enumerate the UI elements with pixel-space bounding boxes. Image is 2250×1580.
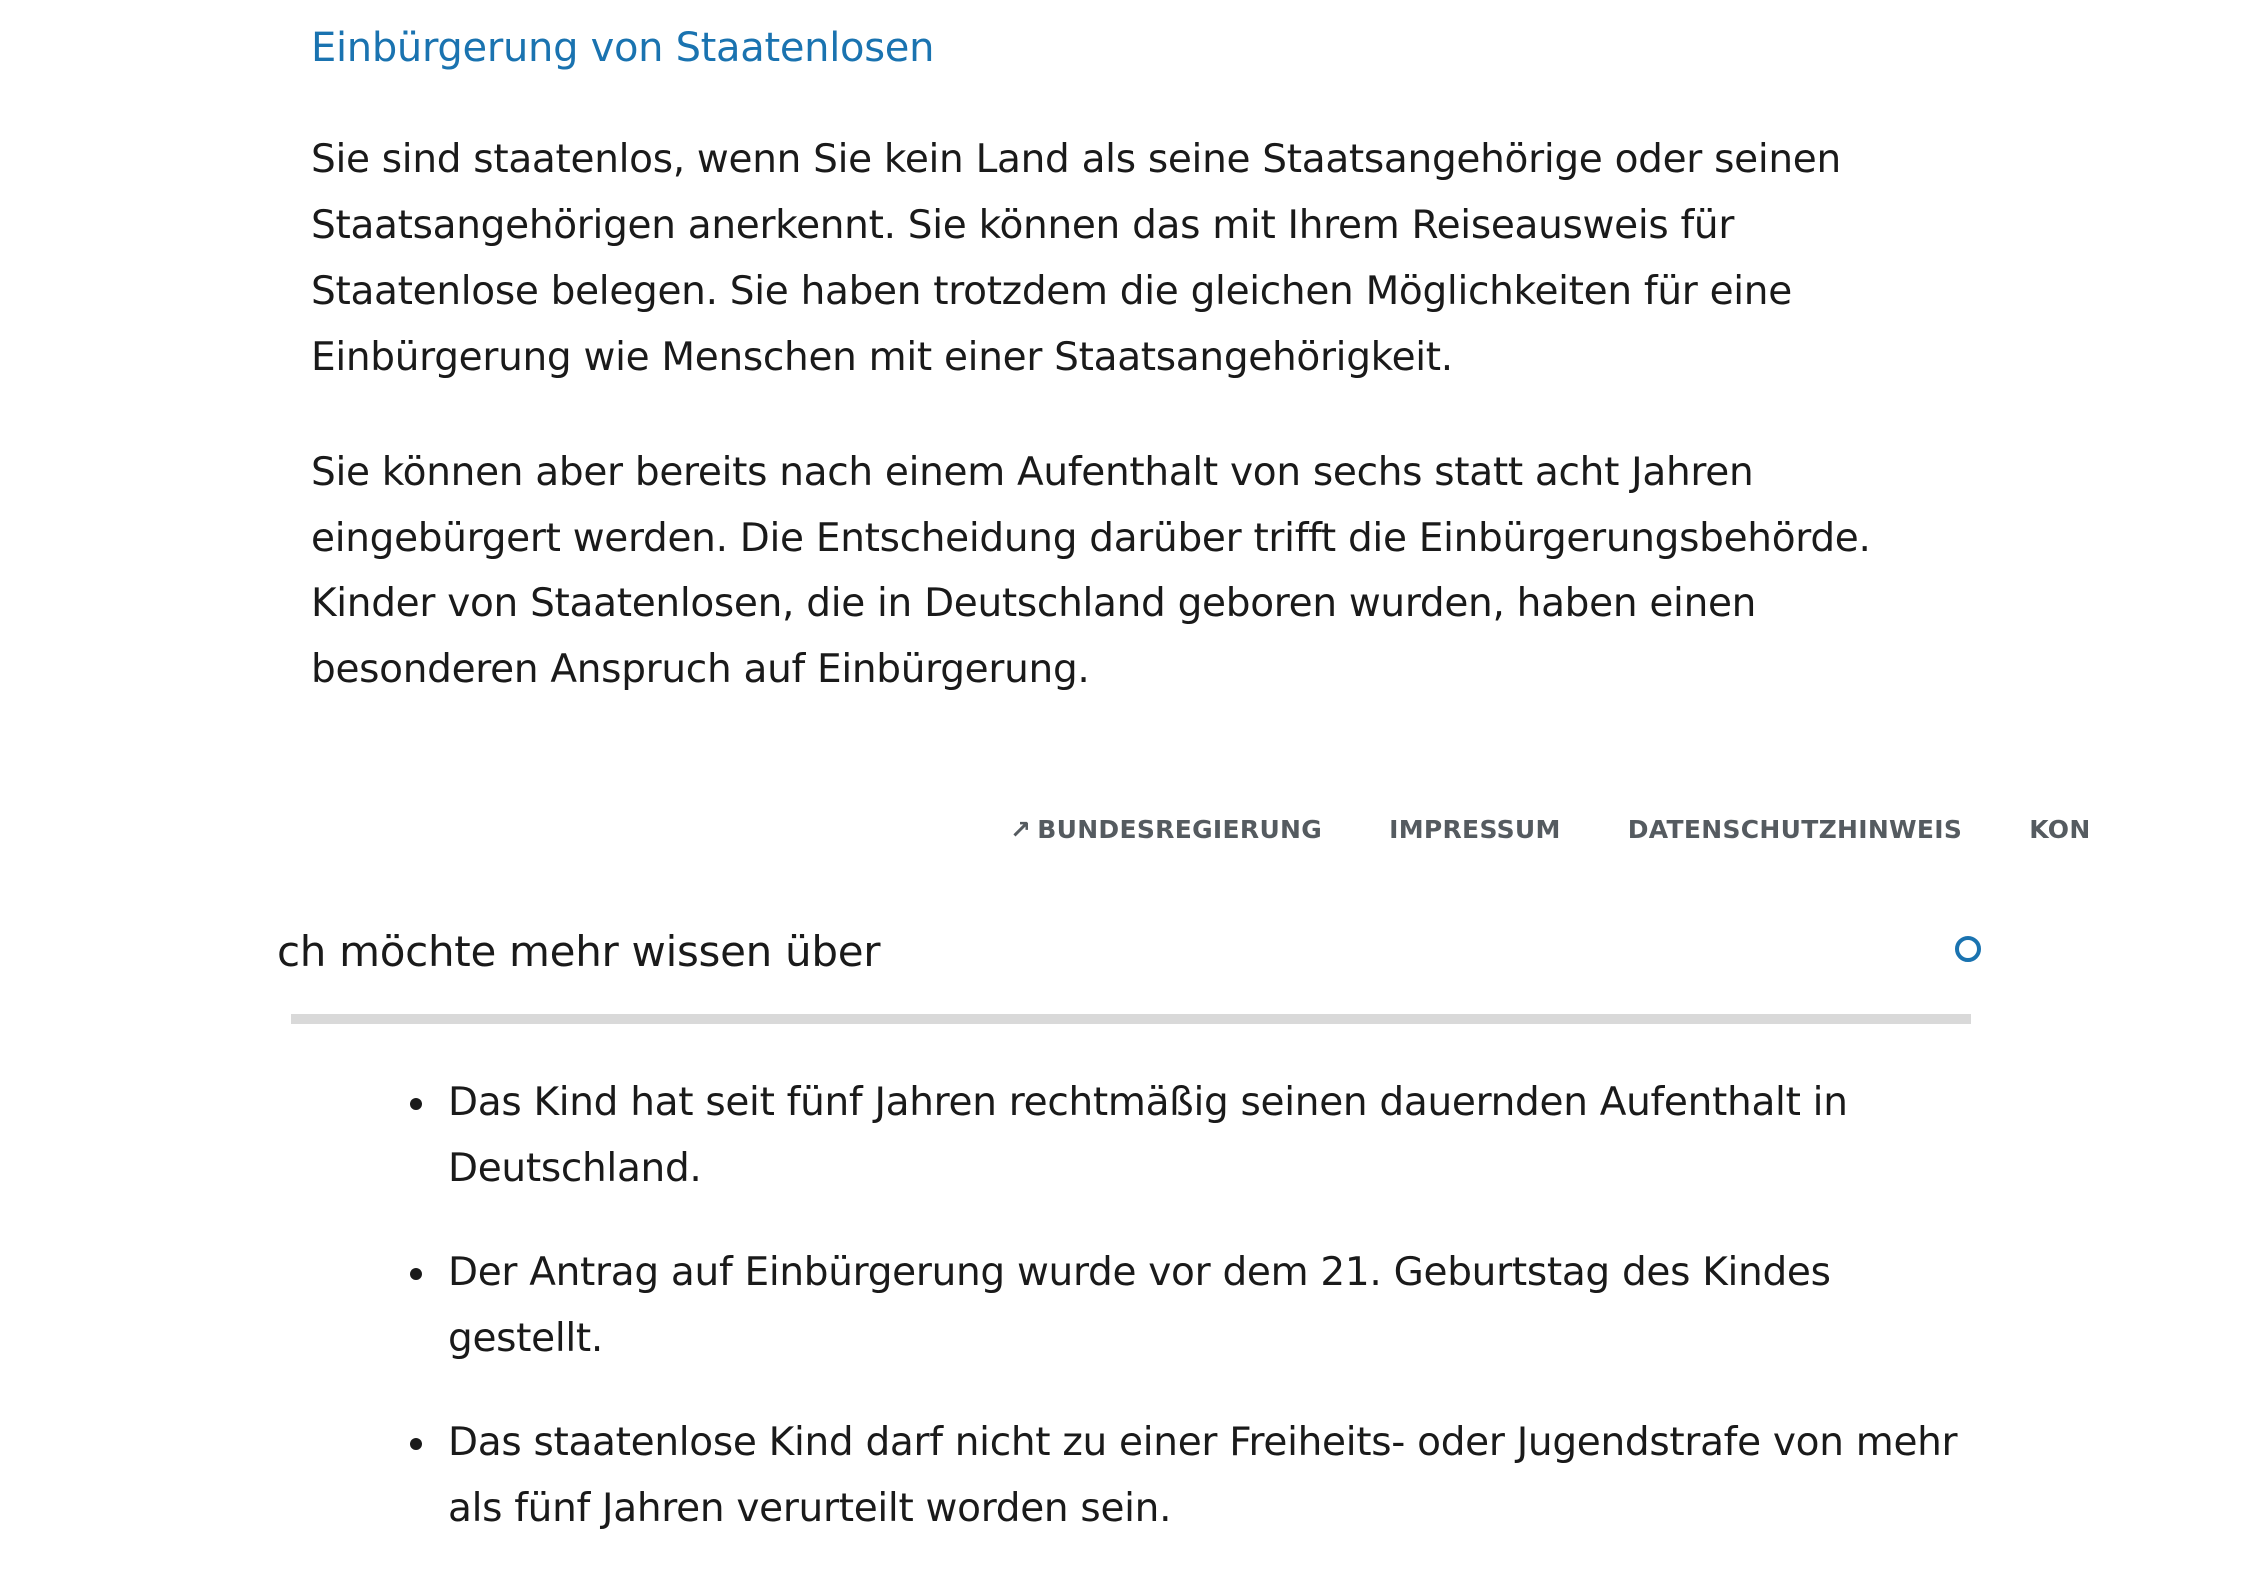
list-item: Das Kind hat seit fünf Jahren rechtmäßig seinen dauernden Aufenthalt in Deutschland. xyxy=(448,1070,1978,1202)
paragraph-statelessness: Sie sind staatenlos, wenn Sie kein Land als seine Staatsangehörige oder seinen Staatsangehörigen anerkennt. Sie können das mit Ihrem Reiseausweis für Staatenlose belegen. Sie haben trotzdem die gleichen Möglichkeiten für eine Einbürgerung wie Menschen mit einer Staatsangehörigkeit. xyxy=(311,137,1841,380)
footer-link-kontakt[interactable]: KON xyxy=(2029,815,2091,844)
list-item: Das staatenlose Kind darf nicht zu einer Freiheits- oder Jugendstrafe von mehr als fünf Jahren verurteilt worden sein. xyxy=(448,1410,1978,1542)
footer-link-label: BUNDESREGIERUNG xyxy=(1037,815,1323,844)
search-prompt: ch möchte mehr wissen über xyxy=(277,927,881,976)
topic-search-bar[interactable] xyxy=(277,908,1971,1024)
external-arrow-icon: ↗ xyxy=(1010,815,1032,844)
section-heading: Einbürgerung von Staatenlosen xyxy=(311,25,935,71)
footer-nav xyxy=(1010,808,2091,852)
list-item: Der Antrag auf Einbürgerung wurde vor dem 21. Geburtstag des Kindes gestellt. xyxy=(448,1240,1978,1372)
footer-link-bundesregierung[interactable] xyxy=(1010,808,1322,852)
footer-link-impressum[interactable]: IMPRESSUM xyxy=(1389,815,1561,844)
footer-link-datenschutzhinweis[interactable]: DATENSCHUTZHINWEIS xyxy=(1627,815,1963,844)
search-icon[interactable] xyxy=(1955,936,1981,962)
paragraph-children-claim: Kinder von Staatenlosen, die in Deutschland geboren wurden, haben einen besonderen Anspruch auf Einbürgerung. xyxy=(311,581,1757,692)
conditions-list xyxy=(448,1070,1978,1580)
paragraph-residence-period: Sie können aber bereits nach einem Aufenthalt von sechs statt acht Jahren eingebürgert werden. Die Entscheidung darüber trifft die Einbürgerungsbehörde. xyxy=(311,450,1871,561)
